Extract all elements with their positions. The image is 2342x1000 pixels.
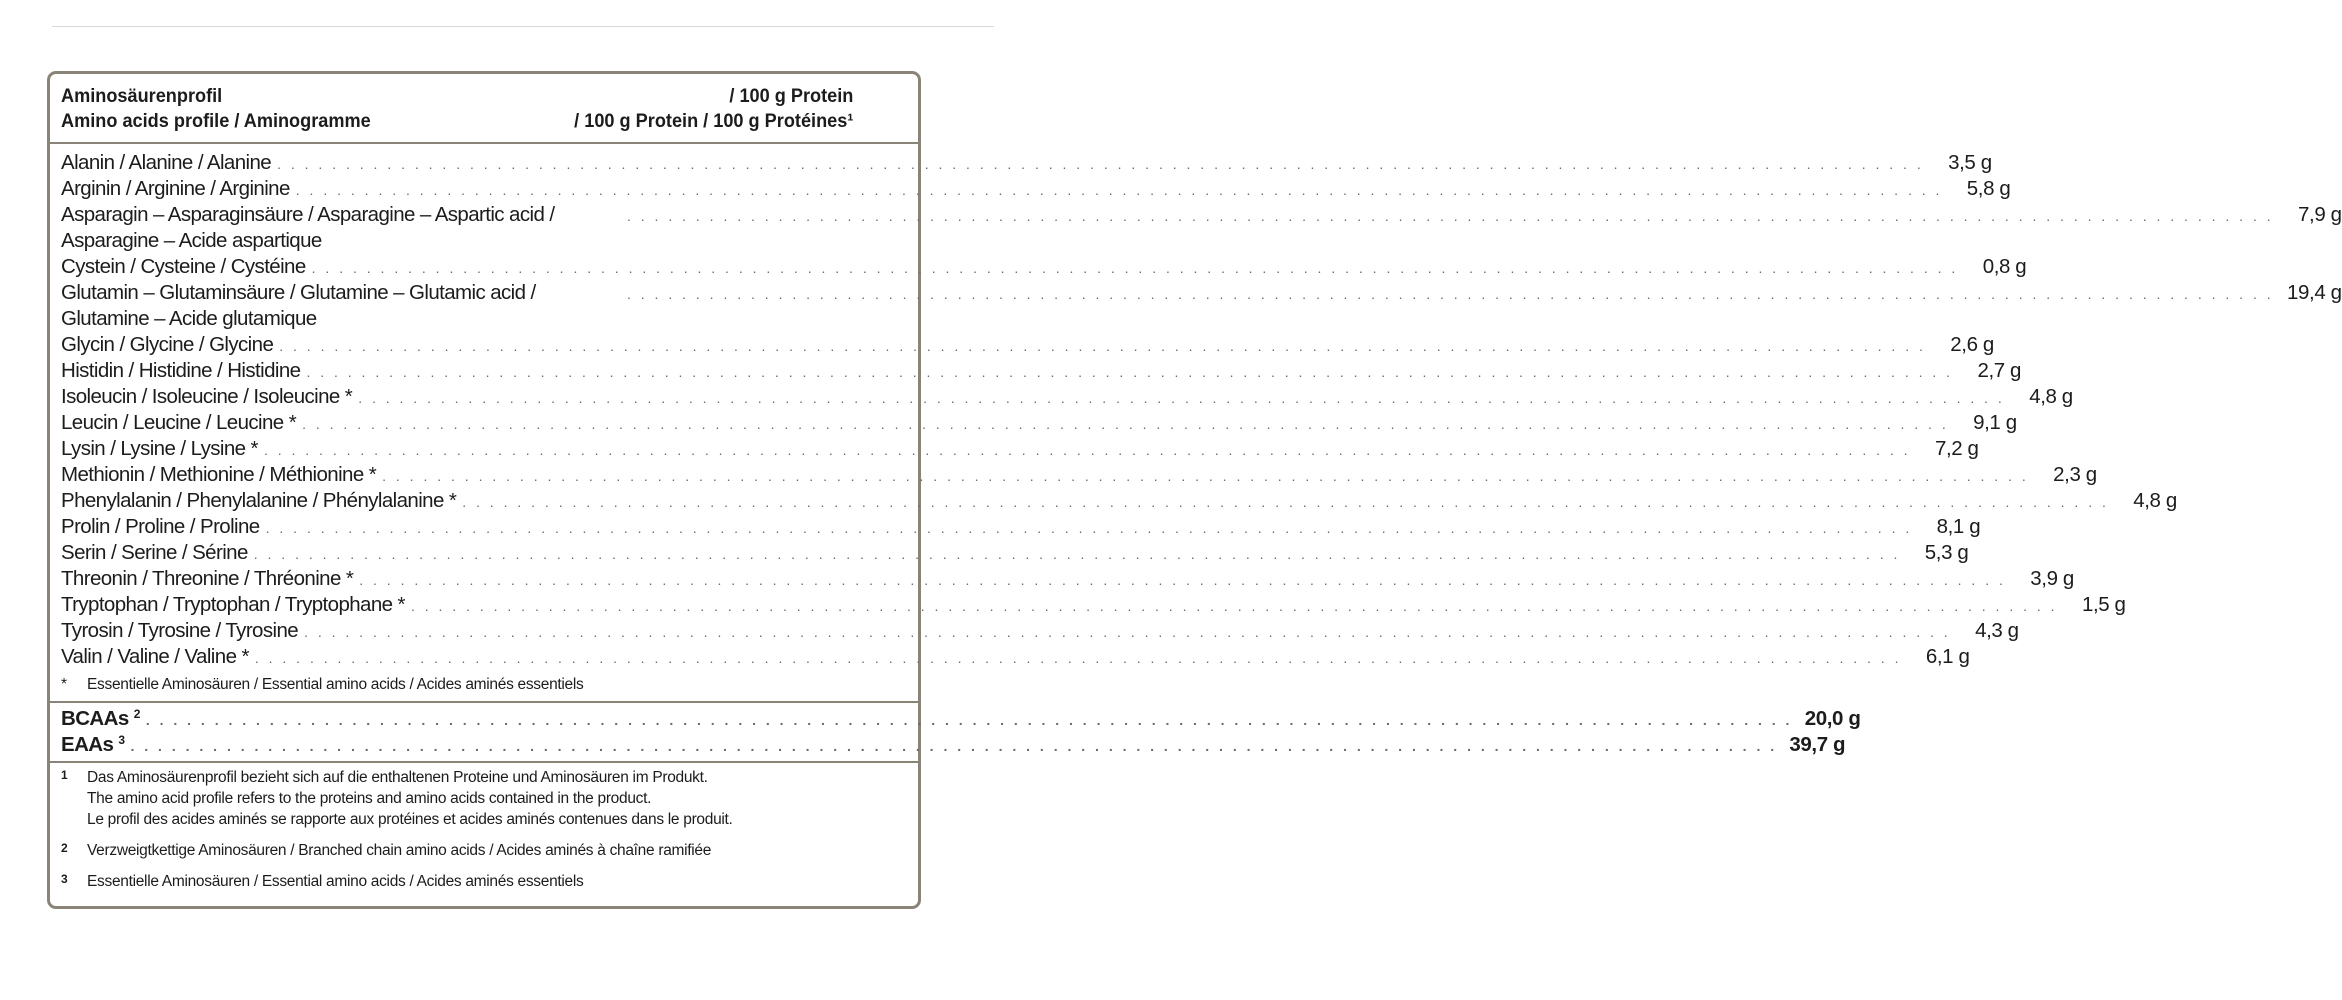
bcaa-footnote-ref: 2: [133, 707, 140, 721]
amino-acid-label: Alanin / Alanine / Alanine: [61, 151, 272, 174]
eaa-value: 39,7 g: [1789, 733, 1846, 756]
leader-dots: . . . . . . . . . . . . . . . . . . . . . . . . . . . . . . . . . . . . . . . . . . . . . . . . . . . . . . . . . . . . . . . . . . . . . . . . . . . . . . . . . . . . . . . . . . . . . . . . . . . . . . . . . . . . . . . . . . . . . . . .: [265, 520, 1913, 536]
amino-acid-row: [61, 150, 1992, 176]
footnote-1-en: The amino acid profile refers to the proteins and amino acids contained in the product.: [87, 790, 652, 807]
header-title-de: Aminosäurenprofil: [61, 85, 223, 107]
amino-acid-row: [61, 410, 2017, 436]
essential-note: [61, 672, 910, 698]
footnote-1-de: Das Aminosäurenprofil bezieht sich auf die enthaltenen Proteine und Aminosäuren im Produkt.: [87, 769, 708, 786]
amino-acid-value: 1,5 g: [2081, 593, 2126, 616]
amino-acid-label: Histidin / Histidine / Histidine: [61, 359, 301, 382]
amino-acid-label: Isoleucin / Isoleucine / Isoleucine *: [61, 385, 353, 408]
amino-acid-row: [61, 540, 1969, 566]
amino-acid-row: [61, 592, 2126, 618]
bcaa-row: [61, 706, 1861, 732]
amino-acid-label: Cystein / Cysteine / Cystéine: [61, 255, 306, 278]
footnote-2: [61, 840, 910, 861]
leader-dots: . . . . . . . . . . . . . . . . . . . . . . . . . . . . . . . . . . . . . . . . . . . . . . . . . . . . . . . . . . . . . . . . . . . . . . . . . . . . . . . . . . . . . . . . . . . . . . . . . . . . . . . . . . . . . . . . . . . . . . . .: [627, 208, 2274, 224]
leader-dots: . . . . . . . . . . . . . . . . . . . . . . . . . . . . . . . . . . . . . . . . . . . . . . . . . . . . . . . . . . . . . . . . . . . . . . . . . . . . . . . . . . . . . . . . . . . . . . . . . . . . . . . . . . . . . . . . . . . . . . . .: [277, 156, 1924, 172]
leader-dots: . . . . . . . . . . . . . . . . . . . . . . . . . . . . . . . . . . . . . . . . . . . . . . . . . . . . . . . . . . . . . . . . . . . . . . . . . . . . . . . . . . . . . . . . . . . . . . . . . . . . . . . . . . . . . . . . . . . . . . . .: [382, 468, 2029, 484]
amino-acid-value: 19,4 g: [2287, 281, 2342, 304]
amino-acid-row: [61, 436, 1979, 462]
bcaa-label: BCAAs: [61, 707, 129, 730]
amino-acid-row: [61, 644, 1970, 670]
amino-acid-value: 7,2 g: [1934, 437, 1979, 460]
header-title-en-fr: Amino acids profile / Aminogramme: [61, 110, 371, 132]
amino-acid-value: 8,1 g: [1936, 515, 1981, 538]
amino-acid-row: [61, 280, 2342, 332]
amino-acid-value: 2,6 g: [1950, 333, 1994, 356]
amino-acid-label: Serin / Serine / Sérine: [61, 541, 248, 564]
amino-acid-value: 0,8 g: [1982, 255, 2027, 278]
amino-acid-row: [61, 566, 2074, 592]
amino-acid-row: [61, 176, 2011, 202]
leader-dots: . . . . . . . . . . . . . . . . . . . . . . . . . . . . . . . . . . . . . . . . . . . . . . . . . . . . . . . . . . . . . . . . . . . . . . . . . . . . . . . . . . . . . . . . . . . . . . . . . . . . . . . . . . . . . . . . . . . . . . . .: [304, 624, 1951, 640]
amino-acid-profile-panel: [47, 71, 2342, 909]
amino-acid-row: [61, 514, 1981, 540]
amino-acid-label: Prolin / Proline / Proline: [61, 515, 260, 538]
leader-dots: . . . . . . . . . . . . . . . . . . . . . . . . . . . . . . . . . . . . . . . . . . . . . . . . . . . . . . . . . . . . . . . . . . . . . . . . . . . . . . . . . . . . . . . . . . . . . . . . . . . . . . . . . . . . . . . . . . . . . . . .: [253, 546, 1901, 562]
header-unit-en-fr: / 100 g Protein / 100 g Protéines¹: [574, 110, 854, 132]
leader-dots: . . . . . . . . . . . . . . . . . . . . . . . . . . . . . . . . . . . . . . . . . . . . . . . . . . . . . . . . . . . . . . . . . . . . . . . . . . . . . . . . . . . . . . . . . . . . . . . . . . . . . . . . . . . . . . . . . . . . . . . .: [263, 442, 1911, 458]
eaa-footnote-ref: 3: [118, 733, 125, 747]
amino-acid-label: Threonin / Threonine / Thréonine *: [61, 567, 354, 590]
footnote-2-number: 2: [61, 841, 68, 855]
footnote-2-text: Verzweigtkettige Aminosäuren / Branched chain amino acids / Acides aminés à chaîne ramifiée: [87, 842, 712, 859]
leader-dots: . . . . . . . . . . . . . . . . . . . . . . . . . . . . . . . . . . . . . . . . . . . . . . . . . . . . . . . . . . . . . . . . . . . . . . . . . . . . . . . . . . . . . . . . . . . . . . . . . . . . . . . . . . . . . . . . . . . . . . . .: [311, 260, 1959, 276]
amino-acid-label: Lysin / Lysine / Lysine *: [61, 437, 258, 460]
leader-dots: . . . . . . . . . . . . . . . . . . . . . . . . . . . . . . . . . . . . . . . . . . . . . . . . . . . . . . . . . . . . . . . . . . . . . . . . . . . . . . . . . . . . . . . . . . . . . . . . . . . . . . . . . . . . . . . . . . . . . . . .: [279, 338, 1926, 354]
amino-acid-value: 2,7 g: [1977, 359, 2022, 382]
footnote-1-fr: Le profil des acides aminés se rapporte aux protéines et acides aminés contenues dans le produit.: [87, 811, 733, 828]
essential-star: *: [61, 676, 67, 693]
totals-divider: [50, 701, 918, 703]
amino-acid-row: [61, 332, 1994, 358]
essential-note-text: Essentielle Aminosäuren / Essential amino acids / Acides aminés essentiels: [87, 676, 584, 693]
amino-acid-label: Tyrosin / Tyrosine / Tyrosine: [61, 619, 299, 642]
amino-acid-value: 6,1 g: [1925, 645, 1970, 668]
footnote-3-text: Essentielle Aminosäuren / Essential amino acids / Acides aminés essentiels: [87, 873, 584, 890]
amino-acid-row: [61, 254, 2027, 280]
amino-acid-row: [61, 488, 2177, 514]
leader-dots: . . . . . . . . . . . . . . . . . . . . . . . . . . . . . . . . . . . . . . . . . . . . . . . . . . . . . . . . . . . . . . . . . . . . . . . . . . . . . . . . . . . . . . . . . . . . . . . . . . . . . . . . . . . . . . . . . . . . . . . .: [410, 598, 2058, 614]
leader-dots: . . . . . . . . . . . . . . . . . . . . . . . . . . . . . . . . . . . . . . . . . . . . . . . . . . . . . . . . . . . . . . . . . . . . . . . . . . . . . . . . . . . . . . . . . . . . . . . . . . . . . . . . . . . . . . . . . . . . . . . .: [462, 494, 2109, 510]
amino-acid-value: 4,8 g: [2029, 385, 2073, 408]
footnote-1: [61, 767, 910, 830]
amino-acid-label: Asparagin – Asparaginsäure / Asparagine – Aspartic acid / Asparagine – Acide aspartique: [61, 203, 555, 252]
amino-acid-value: 2,3 g: [2053, 463, 2097, 486]
footnotes-divider: [50, 761, 918, 763]
bcaa-value: 20,0 g: [1804, 707, 1861, 730]
amino-acid-label: Glutamin – Glutaminsäure / Glutamine – Glutamic acid / Glutamine – Acide glutamique: [61, 281, 536, 330]
footnote-3: [61, 871, 910, 892]
table-header: [61, 84, 853, 134]
footnote-1-number: 1: [61, 768, 68, 782]
top-divider: [52, 26, 994, 27]
amino-acid-list: [61, 150, 2342, 902]
eaa-row: [61, 732, 1846, 758]
amino-acid-label: Arginin / Arginine / Arginine: [61, 177, 290, 200]
amino-acid-value: 3,9 g: [2030, 567, 2074, 590]
leader-dots: . . . . . . . . . . . . . . . . . . . . . . . . . . . . . . . . . . . . . . . . . . . . . . . . . . . . . . . . . . . . . . . . . . . . . . . . . . . . . . . . . . . . . . . . . . . . . . . . . . . . . . . . . . . . . . . . . . . . . . . .: [627, 286, 2274, 302]
leader-dots: . . . . . . . . . . . . . . . . . . . . . . . . . . . . . . . . . . . . . . . . . . . . . . . . . . . . . . . . . . . . . . . . . . . . . . . . . . . . . . . . . . . . . . . . . . . . . . . . . . . . . . . . . . . . . . . . . . . . . . . .: [358, 390, 2005, 406]
amino-acid-value: 9,1 g: [1973, 411, 2017, 434]
leader-dots: . . . . . . . . . . . . . . . . . . . . . . . . . . . . . . . . . . . . . . . . . . . . . . . . . . . . . . . . . . . . . . . . . . . . . . . . . . . . . . . . . . . . . . . . . . . . . . . . . . . . . . . . . . . . . . . . . . . . . . . .: [302, 416, 1949, 432]
amino-acid-label: Leucin / Leucine / Leucine *: [61, 411, 297, 434]
leader-dots: . . . . . . . . . . . . . . . . . . . . . . . . . . . . . . . . . . . . . . . . . . . . . . . . . . . . . . . . . . . . . . . . . . . . . . . . . . . . . . . . . . . . . . . . . . . . . . . . . . . . . . . . . . . . . . . . . . . . . . . .: [359, 572, 2006, 588]
leader-dots: . . . . . . . . . . . . . . . . . . . . . . . . . . . . . . . . . . . . . . . . . . . . . . . . . . . . . . . . . . . . . . . . . . . . . . . . . . . . . . . . . . . . . . . . . . . . . . . . . . . . . . . . . . . . . . . . . . . . . . . .: [295, 182, 1943, 198]
amino-acid-row: [61, 358, 2022, 384]
header-unit-de: / 100 g Protein: [729, 85, 854, 107]
amino-acid-value: 4,8 g: [2133, 489, 2177, 512]
amino-acid-row: [61, 384, 2073, 410]
amino-acid-label: Valin / Valine / Valine *: [61, 645, 249, 668]
amino-acid-label: Glycin / Glycine / Glycine: [61, 333, 274, 356]
amino-acid-row: [61, 462, 2097, 488]
amino-acid-value: 3,5 g: [1948, 151, 1992, 174]
amino-acid-value: 5,8 g: [1966, 177, 2011, 200]
amino-acid-value: 5,3 g: [1924, 541, 1969, 564]
leader-dots: . . . . . . . . . . . . . . . . . . . . . . . . . . . . . . . . . . . . . . . . . . . . . . . . . . . . . . . . . . . . . . . . . . . . . . . . . . . . . . . . . . . . . . . . . . . . . . . . . . . . . . . . . . . . . . . . . . . . . . . .: [254, 650, 1902, 666]
footnote-3-number: 3: [61, 872, 68, 886]
leader-dots: . . . . . . . . . . . . . . . . . . . . . . . . . . . . . . . . . . . . . . . . . . . . . . . . . . . . . . . . . . . . . . . . . . . . . . . . . . . . . . . . . . . . . . . . . . . . . . . . . . . . . . . . . . . . . . . . . . . . . . . .: [306, 364, 1954, 380]
eaa-label: EAAs: [61, 733, 114, 756]
amino-acid-value: 7,9 g: [2298, 203, 2342, 226]
header-divider: [50, 142, 918, 144]
amino-acid-label: Tryptophan / Tryptophan / Tryptophane *: [61, 593, 405, 616]
amino-acid-value: 4,3 g: [1975, 619, 2019, 642]
amino-acid-row: [61, 618, 2019, 644]
footnotes: [61, 767, 910, 892]
amino-acid-label: Methionin / Methionine / Méthionine *: [61, 463, 377, 486]
leader-dots: . . . . . . . . . . . . . . . . . . . . . . . . . . . . . . . . . . . . . . . . . . . . . . . . . . . . . . . . . . . . . . . . . . . . . . . . . . . . . . . . . . . . . . . . . . . . . . . . . . . . . . . . . . . . . . . . . . . . . . . .: [130, 738, 1778, 754]
amino-acid-row: [61, 202, 2342, 254]
amino-acid-label: Phenylalanin / Phenylalanine / Phénylalanine *: [61, 489, 457, 512]
leader-dots: . . . . . . . . . . . . . . . . . . . . . . . . . . . . . . . . . . . . . . . . . . . . . . . . . . . . . . . . . . . . . . . . . . . . . . . . . . . . . . . . . . . . . . . . . . . . . . . . . . . . . . . . . . . . . . . . . . . . . . . .: [145, 712, 1793, 728]
